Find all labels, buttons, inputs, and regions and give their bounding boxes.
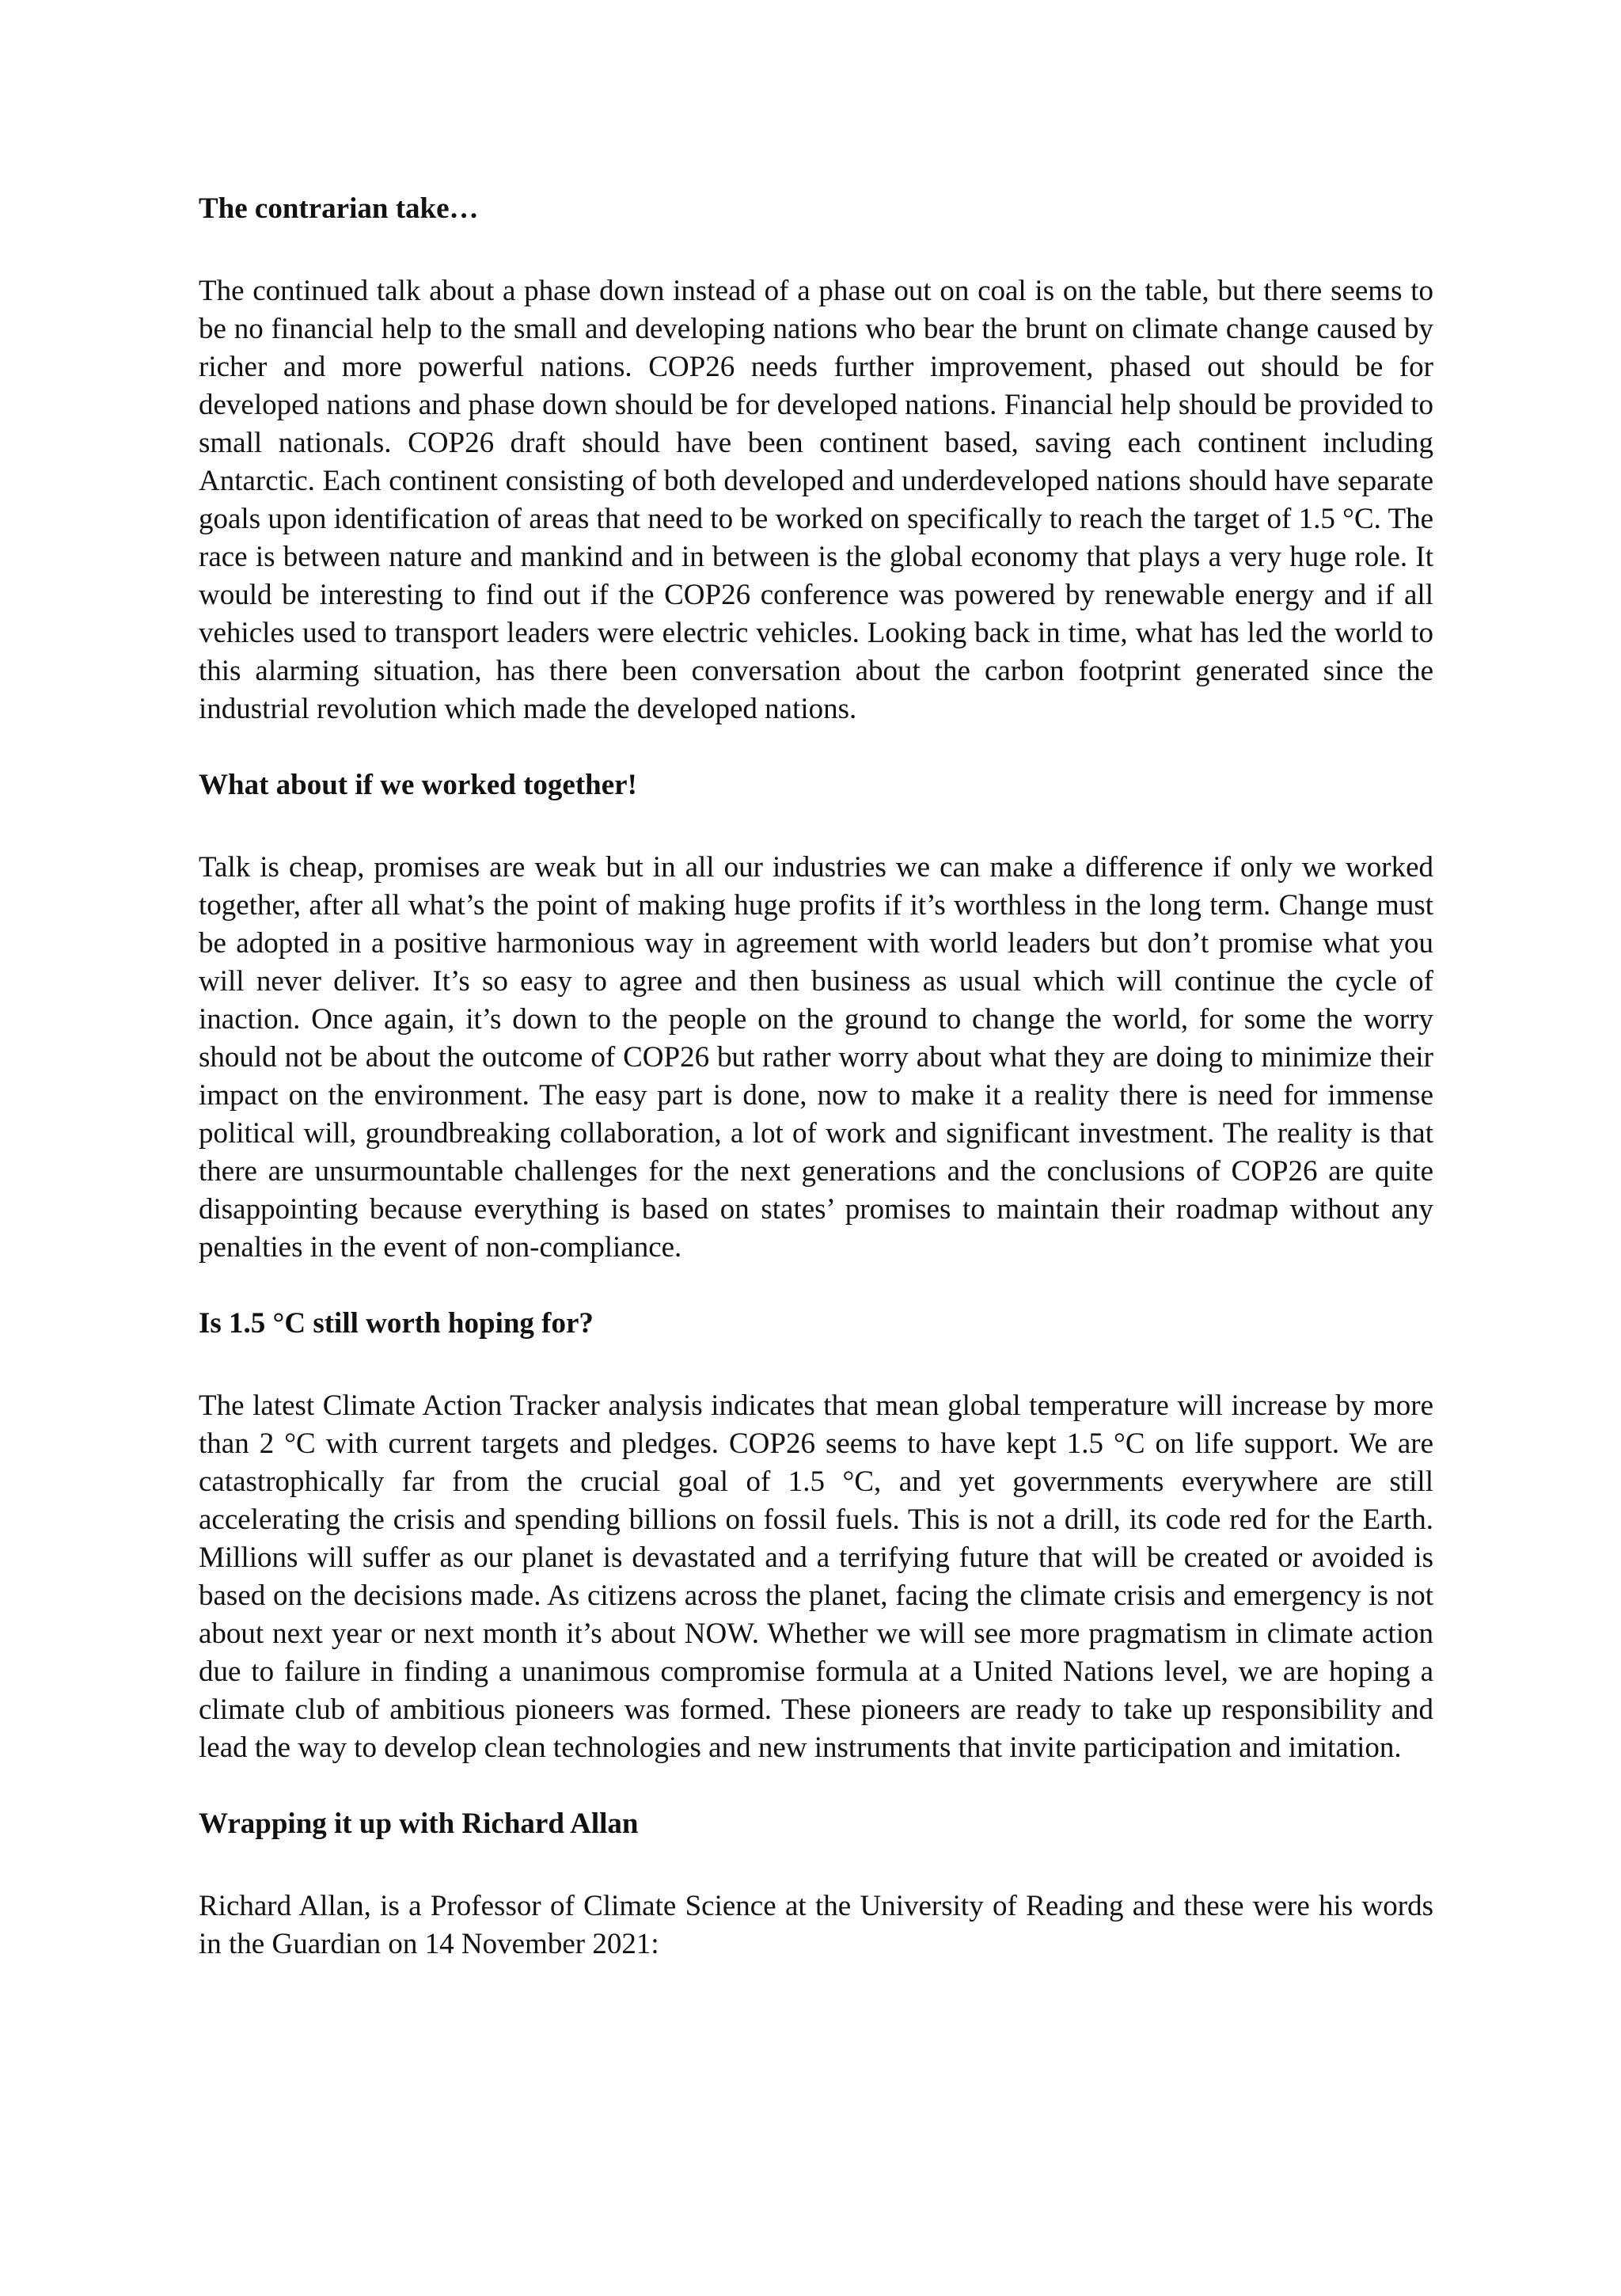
section-body-worked-together: Talk is cheap, promises are weak but in all our industries we can make a difference if only we worked together, after all what’s the point of making huge profits if it’s worthless in the long term. Change must be adopted in a positive harmonious way in agreement with world leaders but don’t promise what you will never deliver. It’s so easy to agree and then business as usual which will continue the cycle of inaction. Once again, it’s down to the people on the ground to change the world, for some the worry should not be about the outcome of COP26 but rather worry about what they are doing to minimize their impact on the environment. The easy part is done, now to make it a reality there is need for immense political will, groundbreaking collaboration, a lot of work and significant investment. The reality is that there are unsurmountable challenges for the next generations and the conclusions of COP26 are quite disappointing because everything is based on states’ promises to maintain their roadmap without any penalties in the event of non-compliance. bbox=[199, 851, 1433, 1264]
section-heading-worth-hoping: Is 1.5 °C still worth hoping for? bbox=[199, 1307, 594, 1340]
section-body-worth-hoping: The latest Climate Action Tracker analysis indicates that mean global temperature will increase by more than 2 °C with current targets and pledges. COP26 seems to have kept 1.5 °C on life support. We are catastrophically far from the crucial goal of 1.5 °C, and yet governments everywhere are still accelerating the crisis and spending billions on fossil fuels. This is not a drill, its code red for the Earth. Millions will suffer as our planet is devastated and a terrifying future that will be created or avoided is based on the decisions made. As citizens across the planet, facing the climate crisis and emergency is not about next year or next month it’s about NOW. Whether we will see more pragmatism in climate action due to failure in finding a unanimous compromise formula at a United Nations level, we are hoping a climate club of ambitious pioneers was formed. These pioneers are ready to take up responsibility and lead the way to develop clean technologies and new instruments that invite participation and imitation. bbox=[199, 1389, 1433, 1764]
section-heading-worked-together: What about if we worked together! bbox=[199, 769, 637, 801]
section-body-richard-allan: Richard Allan, is a Professor of Climate Science at the University of Reading and these were his words in the Guardian on 14 November 2021: bbox=[199, 1890, 1433, 1960]
section-heading-richard-allan: Wrapping it up with Richard Allan bbox=[199, 1808, 639, 1840]
section-heading-contrarian-take: The contrarian take… bbox=[199, 192, 479, 225]
document-page bbox=[199, 190, 1433, 1963]
section-body-contrarian-take: The continued talk about a phase down instead of a phase out on coal is on the table, but there seems to be no financial help to the small and developing nations who bear the brunt on climate change caused by richer and more powerful nations. COP26 needs further improvement, phased out should be for developed nations and phase down should be for developed nations. Financial help should be provided to small nationals. COP26 draft should have been continent based, saving each continent including Antarctic. Each continent consisting of both developed and underdeveloped nations should have separate goals upon identification of areas that need to be worked on specifically to reach the target of 1.5 °C. The race is between nature and mankind and in between is the global economy that plays a very huge role. It would be interesting to find out if the COP26 conference was powered by renewable energy and if all vehicles used to transport leaders were electric vehicles. Looking back in time, what has led the world to this alarming situation, has there been conversation about the carbon footprint generated since the industrial revolution which made the developed nations. bbox=[199, 275, 1433, 725]
